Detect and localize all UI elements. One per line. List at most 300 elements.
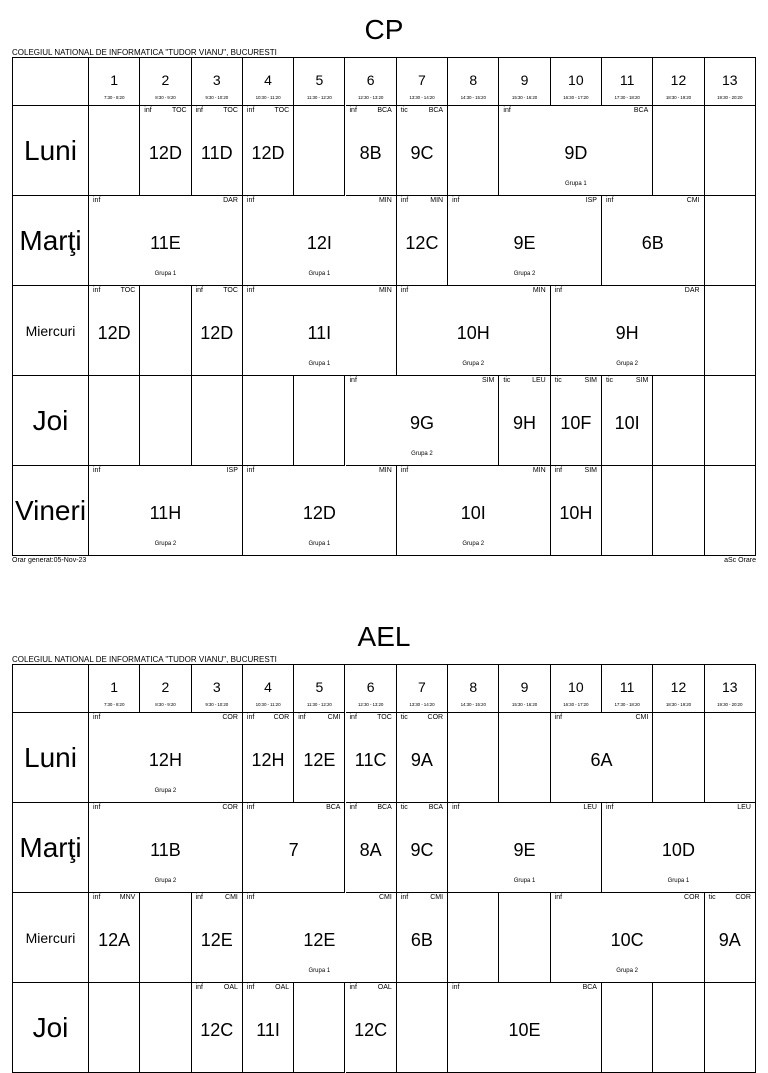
empty-slot	[140, 983, 191, 1073]
lesson-class: 9E	[513, 840, 536, 860]
lesson-class: 7	[288, 840, 299, 860]
lesson-teacher: TOC	[223, 107, 238, 114]
empty-slot	[653, 466, 704, 556]
lesson-cell[interactable]	[192, 286, 243, 376]
lesson-class: 9A	[410, 750, 433, 770]
empty-slot	[192, 376, 243, 466]
lesson-teacher: BCA	[428, 107, 444, 114]
lesson-cell[interactable]	[551, 466, 602, 556]
period-time: 16:30 - 17:20	[563, 702, 589, 707]
lesson-group: Grupa 2	[513, 271, 536, 277]
lesson-teacher: MIN	[378, 197, 392, 204]
period-header	[448, 58, 499, 106]
lesson-subject: inf	[195, 107, 203, 114]
period-time: 12:30 - 13:20	[358, 702, 384, 707]
day-name: Miercuri	[25, 929, 76, 946]
lesson-class: 12E	[303, 930, 336, 950]
day-label-cell	[13, 376, 89, 466]
empty-slot	[89, 106, 140, 196]
period-header	[89, 665, 140, 713]
period-header	[551, 58, 602, 106]
lesson-class: 11H	[149, 503, 182, 523]
lesson-group: Grupa 2	[616, 361, 638, 367]
lesson-teacher: BCA	[377, 804, 392, 811]
empty-slot	[140, 376, 191, 466]
lesson-group: Grupa 2	[154, 788, 177, 794]
lesson-subject: inf	[349, 107, 357, 114]
lesson-subject: inf	[554, 287, 563, 294]
lesson-subject: inf	[554, 714, 563, 721]
lesson-teacher: BCA	[326, 804, 341, 811]
lesson-cell[interactable]	[243, 196, 397, 286]
lesson-subject: inf	[400, 894, 409, 901]
lesson-subject: inf	[400, 197, 409, 204]
lesson-cell[interactable]	[448, 803, 602, 893]
period-header	[346, 58, 397, 106]
lesson-teacher: COR	[735, 894, 751, 901]
period-header	[140, 58, 191, 106]
lesson-subject: inf	[246, 197, 255, 204]
period-number: 10	[568, 679, 584, 695]
lesson-cell[interactable]	[192, 106, 243, 196]
lesson-class: 9A	[718, 930, 741, 950]
lesson-class: 9C	[410, 840, 434, 860]
lesson-class: 10E	[508, 1020, 541, 1040]
lesson-class: 12D	[200, 323, 234, 343]
period-number: 13	[721, 679, 738, 695]
lesson-subject: inf	[246, 467, 255, 474]
period-number: 7	[418, 679, 426, 695]
empty-slot	[705, 713, 756, 803]
lesson-class: 9G	[409, 413, 434, 433]
lesson-teacher: MIN	[378, 467, 392, 474]
lesson-cell[interactable]	[243, 713, 294, 803]
lesson-cell[interactable]	[243, 286, 397, 376]
period-time: 15:30 - 16:20	[511, 702, 538, 707]
period-number: 3	[212, 679, 221, 695]
period-header	[653, 665, 704, 713]
lesson-subject: inf	[554, 894, 563, 901]
lesson-subject: inf	[554, 467, 563, 474]
footer-generator: aSc Orare	[724, 557, 756, 564]
lesson-teacher: BCA	[377, 107, 392, 114]
lesson-cell[interactable]	[89, 803, 243, 893]
lesson-cell[interactable]	[346, 713, 397, 803]
period-number: 11	[619, 679, 635, 695]
lesson-subject: inf	[606, 804, 614, 811]
lesson-class: 9D	[564, 143, 588, 163]
lesson-subject: inf	[93, 287, 101, 294]
lesson-class: 11D	[200, 143, 233, 163]
lesson-subject: inf	[144, 107, 152, 114]
lesson-class: 11I	[256, 1020, 280, 1040]
lesson-subject: inf	[93, 804, 101, 811]
lesson-group: Grupa 2	[154, 878, 177, 884]
lesson-teacher: CMI	[378, 894, 392, 901]
lesson-cell[interactable]	[551, 893, 705, 983]
lesson-class: 10C	[610, 930, 644, 950]
empty-slot	[448, 106, 499, 196]
lesson-group: Grupa 1	[308, 541, 331, 547]
lesson-teacher: MNV	[119, 894, 136, 901]
period-number: 5	[315, 679, 324, 695]
empty-slot	[602, 466, 653, 556]
lesson-cell[interactable]	[397, 803, 448, 893]
period-header	[192, 665, 243, 713]
lesson-subject: inf	[349, 804, 357, 811]
period-header	[705, 58, 756, 106]
period-time: 14:30 - 15:20	[460, 95, 486, 100]
lesson-subject: inf	[246, 804, 255, 811]
day-name: Marţi	[19, 224, 82, 256]
period-time: 11:30 - 12:20	[306, 702, 332, 707]
period-time: 18:30 - 19:20	[665, 95, 692, 100]
lesson-cell[interactable]	[243, 106, 294, 196]
footer-generated-date: Orar generat:05-Nov-23	[12, 557, 87, 564]
period-number: 8	[469, 679, 478, 695]
lesson-class: 10F	[560, 413, 592, 433]
period-time: 16:30 - 17:20	[563, 95, 589, 100]
lesson-group: Grupa 2	[154, 541, 177, 547]
lesson-subject: inf	[452, 984, 460, 991]
period-time: 8:30 - 9:20	[155, 95, 176, 100]
lesson-cell[interactable]	[243, 803, 346, 893]
lesson-class: 6A	[590, 750, 613, 770]
period-number: 11	[619, 72, 635, 88]
day-label-cell	[13, 466, 89, 556]
lesson-subject: inf	[349, 377, 357, 384]
lesson-cell[interactable]	[397, 713, 448, 803]
lesson-group: Grupa 2	[462, 361, 485, 367]
lesson-teacher: ISP	[226, 467, 238, 474]
corner-cell	[13, 665, 89, 713]
lesson-cell[interactable]	[397, 466, 551, 556]
period-number: 6	[366, 679, 375, 695]
day-label-cell	[13, 106, 89, 196]
lesson-subject: inf	[349, 714, 357, 721]
period-time: 19:30 - 20:20	[717, 95, 743, 100]
lesson-class: 6B	[641, 233, 664, 253]
period-header	[499, 58, 550, 106]
period-time: 18:30 - 19:20	[665, 702, 692, 707]
lesson-subject: tic	[400, 107, 408, 114]
day-name: Joi	[32, 1011, 69, 1043]
lesson-cell[interactable]	[448, 196, 602, 286]
lesson-class: 11I	[307, 323, 332, 343]
lesson-teacher: COR	[427, 714, 444, 721]
lesson-cell[interactable]	[89, 466, 243, 556]
lesson-teacher: BCA	[633, 107, 649, 114]
lesson-class: 12H	[148, 750, 182, 770]
lesson-class: 12A	[98, 930, 131, 950]
day-label-cell	[13, 286, 89, 376]
lesson-teacher: TOC	[377, 714, 392, 721]
lesson-cell[interactable]	[89, 286, 140, 376]
period-time: 14:30 - 15:20	[460, 702, 486, 707]
day-name: Luni	[24, 134, 77, 166]
lesson-subject: inf	[452, 197, 460, 204]
lesson-class: 9C	[410, 143, 434, 163]
period-time: 13:30 - 14:20	[409, 95, 435, 100]
lesson-teacher: CMI	[430, 894, 444, 901]
period-time: 7:30 - 8:20	[103, 95, 125, 100]
lesson-class: 12C	[405, 233, 439, 253]
lesson-teacher: SIM	[481, 377, 495, 384]
timetable-grid	[12, 57, 756, 556]
lesson-teacher: BCA	[582, 984, 597, 991]
lesson-teacher: OAL	[223, 984, 238, 991]
lesson-teacher: COR	[222, 714, 238, 721]
lesson-teacher: BCA	[428, 804, 444, 811]
lesson-cell[interactable]	[397, 893, 448, 983]
school-name: COLEGIUL NATIONAL DE INFORMATICA "TUDOR VIANU", BUCURESTI	[12, 655, 277, 664]
period-number: 12	[670, 679, 687, 695]
lesson-teacher: DAR	[684, 287, 700, 294]
period-header	[499, 665, 550, 713]
lesson-cell[interactable]	[602, 196, 705, 286]
day-label-cell	[13, 196, 89, 286]
lesson-subject: inf	[246, 287, 255, 294]
lesson-class: 12D	[97, 323, 131, 343]
empty-slot	[705, 376, 756, 466]
day-label-cell	[13, 803, 89, 893]
period-header	[602, 58, 653, 106]
lesson-teacher: SIM	[584, 377, 597, 384]
lesson-cell[interactable]	[192, 983, 243, 1073]
period-number: 5	[315, 72, 324, 88]
empty-slot	[653, 376, 704, 466]
lesson-cell[interactable]	[346, 376, 500, 466]
period-time: 10:30 - 11:20	[255, 95, 281, 100]
period-header	[243, 665, 294, 713]
period-number: 2	[161, 679, 170, 695]
period-header	[294, 58, 345, 106]
lesson-class: 12D	[148, 143, 182, 163]
empty-slot	[294, 983, 345, 1073]
lesson-subject: inf	[195, 894, 203, 901]
empty-slot	[397, 983, 448, 1073]
lesson-cell[interactable]	[346, 106, 397, 196]
lesson-class: 6B	[410, 930, 433, 950]
empty-slot	[89, 983, 140, 1073]
empty-slot	[294, 106, 345, 196]
lesson-cell[interactable]	[705, 893, 756, 983]
school-name: COLEGIUL NATIONAL DE INFORMATICA "TUDOR VIANU", BUCURESTI	[12, 48, 277, 57]
empty-slot	[140, 893, 191, 983]
empty-slot	[705, 983, 756, 1073]
period-number: 13	[721, 72, 738, 88]
lesson-class: 11B	[150, 840, 181, 860]
period-number: 3	[212, 72, 221, 88]
lesson-class: 12D	[302, 503, 336, 523]
period-number: 10	[568, 72, 584, 88]
lesson-cell[interactable]	[346, 983, 397, 1073]
empty-slot	[89, 376, 140, 466]
period-header	[705, 665, 756, 713]
lesson-group: Grupa 1	[667, 878, 690, 884]
empty-slot	[653, 713, 704, 803]
lesson-cell[interactable]	[602, 803, 756, 893]
period-time: 19:30 - 20:20	[717, 702, 743, 707]
period-number: 9	[520, 72, 529, 88]
lesson-teacher: TOC	[274, 107, 290, 114]
period-header	[551, 665, 602, 713]
period-number: 9	[520, 679, 529, 695]
period-number: 8	[469, 72, 478, 88]
period-header	[243, 58, 294, 106]
period-time: 7:30 - 8:20	[103, 702, 125, 707]
lesson-subject: inf	[93, 894, 101, 901]
lesson-subject: inf	[246, 984, 255, 991]
lesson-group: Grupa 2	[411, 451, 433, 457]
lesson-group: Grupa 2	[616, 968, 638, 974]
empty-slot	[294, 376, 345, 466]
lesson-cell[interactable]	[294, 713, 345, 803]
lesson-cell[interactable]	[89, 713, 243, 803]
lesson-cell[interactable]	[499, 106, 653, 196]
period-number: 2	[161, 72, 170, 88]
period-time: 10:30 - 11:20	[255, 702, 281, 707]
lesson-class: 12I	[306, 233, 332, 253]
lesson-class: 9E	[513, 233, 536, 253]
lesson-teacher: OAL	[275, 984, 290, 991]
lesson-cell[interactable]	[397, 196, 448, 286]
lesson-teacher: LEU	[737, 804, 751, 811]
lesson-cell[interactable]	[397, 106, 448, 196]
day-name: Joi	[32, 404, 69, 436]
lesson-class: 8A	[359, 840, 382, 860]
period-time: 17:30 - 18:20	[614, 95, 640, 100]
period-number: 1	[110, 679, 119, 695]
empty-slot	[653, 106, 704, 196]
period-number: 4	[264, 679, 272, 695]
lesson-cell[interactable]	[243, 983, 294, 1073]
lesson-cell[interactable]	[243, 466, 397, 556]
lesson-subject: tic	[606, 377, 613, 384]
lesson-cell[interactable]	[243, 893, 397, 983]
lesson-class: 12E	[303, 750, 336, 770]
lesson-subject: inf	[246, 894, 255, 901]
lesson-teacher: DAR	[223, 197, 238, 204]
empty-slot	[140, 286, 191, 376]
empty-slot	[499, 893, 550, 983]
lesson-class: 9H	[615, 323, 639, 343]
lesson-subject: inf	[298, 714, 306, 721]
lesson-teacher: MIN	[532, 467, 546, 474]
lesson-group: Grupa 1	[564, 181, 587, 187]
lesson-cell[interactable]	[551, 713, 654, 803]
period-header	[192, 58, 243, 106]
period-time: 17:30 - 18:20	[614, 702, 640, 707]
period-number: 7	[418, 72, 426, 88]
lesson-teacher: COR	[222, 804, 238, 811]
lesson-teacher: LEU	[532, 377, 546, 384]
period-number: 1	[110, 72, 119, 88]
period-header	[89, 58, 140, 106]
lesson-cell[interactable]	[346, 803, 397, 893]
corner-cell	[13, 58, 89, 106]
lesson-class: 12C	[200, 1020, 234, 1040]
lesson-class: 10I	[460, 503, 486, 523]
lesson-cell[interactable]	[551, 376, 602, 466]
lesson-teacher: TOC	[171, 107, 187, 114]
lesson-teacher: MIN	[532, 287, 546, 294]
lesson-subject: inf	[93, 467, 101, 474]
day-label-cell	[13, 713, 89, 803]
period-time: 15:30 - 16:20	[511, 95, 538, 100]
period-time: 8:30 - 9:20	[155, 702, 176, 707]
period-header	[448, 665, 499, 713]
period-header	[397, 665, 448, 713]
lesson-teacher: CMI	[327, 714, 341, 721]
lesson-class: 11C	[354, 750, 387, 770]
lesson-cell[interactable]	[140, 106, 191, 196]
lesson-class: 9H	[513, 413, 537, 433]
lesson-cell[interactable]	[551, 286, 705, 376]
lesson-subject: inf	[349, 984, 357, 991]
lesson-cell[interactable]	[499, 376, 550, 466]
period-time: 13:30 - 14:20	[409, 702, 435, 707]
lesson-subject: inf	[246, 107, 255, 114]
lesson-cell[interactable]	[602, 376, 653, 466]
lesson-subject: inf	[93, 714, 101, 721]
lesson-cell[interactable]	[448, 983, 602, 1073]
lesson-subject: tic	[400, 804, 408, 811]
lesson-teacher: OAL	[377, 984, 392, 991]
lesson-teacher: LEU	[583, 804, 597, 811]
period-header	[294, 665, 345, 713]
lesson-class: 10H	[456, 323, 490, 343]
lesson-class: 12E	[200, 930, 233, 950]
lesson-cell[interactable]	[89, 893, 140, 983]
empty-slot	[705, 466, 756, 556]
lesson-cell[interactable]	[89, 196, 243, 286]
lesson-subject: inf	[195, 287, 203, 294]
lesson-class: 8B	[359, 143, 382, 163]
lesson-group: Grupa 2	[462, 541, 485, 547]
lesson-class: 10D	[661, 840, 695, 860]
lesson-teacher: ISP	[585, 197, 597, 204]
lesson-teacher: TOC	[120, 287, 136, 294]
lesson-class: 12H	[251, 750, 285, 770]
lesson-teacher: TOC	[223, 287, 238, 294]
period-number: 6	[366, 72, 375, 88]
lesson-cell[interactable]	[397, 286, 551, 376]
period-time: 9:30 - 10:20	[205, 702, 229, 707]
lesson-subject: tic	[503, 377, 511, 384]
empty-slot	[705, 286, 756, 376]
day-name: Luni	[24, 741, 77, 773]
empty-slot	[653, 983, 704, 1073]
lesson-subject: inf	[606, 197, 614, 204]
empty-slot	[448, 713, 499, 803]
lesson-class: 11E	[150, 233, 181, 253]
lesson-teacher: MIN	[430, 197, 444, 204]
lesson-subject: inf	[503, 107, 511, 114]
period-time: 11:30 - 12:20	[306, 95, 332, 100]
lesson-subject: tic	[708, 894, 716, 901]
timetable-title: CP	[364, 14, 404, 45]
empty-slot	[602, 983, 653, 1073]
empty-slot	[499, 713, 550, 803]
lesson-class: 12C	[354, 1020, 388, 1040]
empty-slot	[243, 376, 294, 466]
period-number: 12	[670, 72, 687, 88]
lesson-group: Grupa 1	[513, 878, 536, 884]
lesson-teacher: MIN	[378, 287, 392, 294]
lesson-cell[interactable]	[192, 893, 243, 983]
lesson-teacher: CMI	[635, 714, 649, 721]
